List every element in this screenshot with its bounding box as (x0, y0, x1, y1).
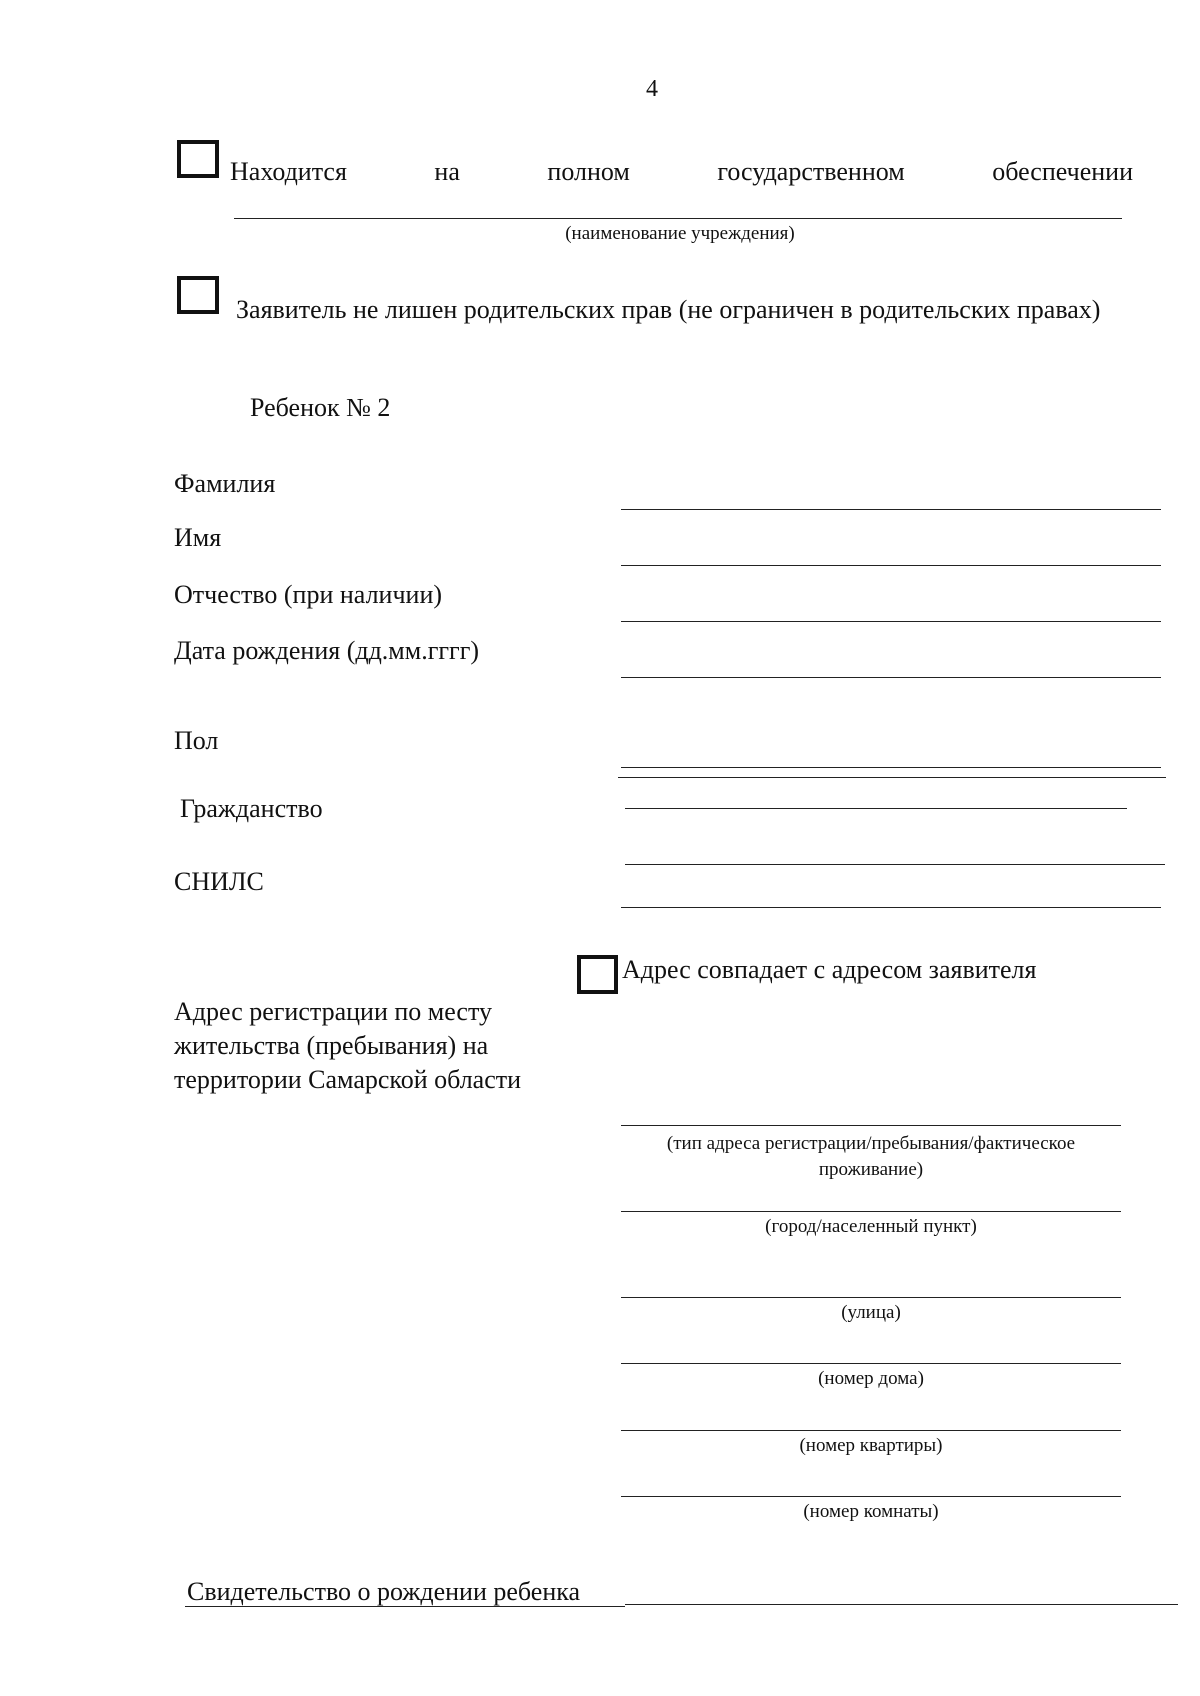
page-number: 4 (646, 76, 658, 102)
citizenship-label: Гражданство (180, 794, 323, 823)
registration-address-label (174, 995, 521, 1097)
name-field[interactable] (621, 565, 1161, 566)
state-support-word: государственном (717, 157, 905, 186)
address-type-caption-line: проживание) (818, 1159, 924, 1180)
city-field[interactable] (621, 1211, 1121, 1212)
snils-label: СНИЛС (174, 867, 264, 896)
registration-address-label-line: Адрес регистрации по месту (174, 997, 492, 1026)
registration-address-label-line: жительства (пребывания) на (174, 1031, 489, 1060)
patronymic-field[interactable] (621, 621, 1161, 622)
address-type-caption-line: (тип адреса регистрации/пребывания/фактическое (666, 1133, 1076, 1154)
birth-certificate-underline-left (185, 1606, 625, 1607)
snils-field[interactable] (621, 907, 1161, 908)
apartment-number-field[interactable] (621, 1430, 1121, 1431)
state-support-word: полном (547, 157, 630, 186)
address-type-field[interactable] (621, 1125, 1121, 1126)
child-heading: Ребенок № 2 (250, 393, 391, 422)
registration-address-label-line: территории Самарской области (174, 1065, 522, 1094)
divider (618, 777, 1166, 778)
citizenship-field-extra[interactable] (625, 864, 1165, 865)
same-address-label: Адрес совпадает с адресом заявителя (622, 955, 1037, 984)
same-address-checkbox[interactable] (577, 955, 618, 994)
institution-name-field[interactable] (234, 218, 1122, 219)
state-support-word: обеспечении (992, 157, 1133, 186)
city-caption: (город/населенный пункт) (765, 1216, 977, 1237)
street-caption: (улица) (841, 1302, 901, 1323)
sex-field[interactable] (621, 767, 1161, 768)
sex-label: Пол (174, 726, 219, 755)
state-support-checkbox[interactable] (177, 140, 219, 178)
street-field[interactable] (621, 1297, 1121, 1298)
parental-rights-checkbox[interactable] (177, 276, 219, 314)
patronymic-label: Отчество (при наличии) (174, 580, 443, 609)
institution-caption: (наименование учреждения) (565, 223, 795, 244)
state-support-word: на (434, 157, 460, 186)
state-support-statement (230, 157, 1133, 187)
surname-label: Фамилия (174, 469, 276, 498)
birth-certificate-label: Свидетельство о рождении ребенка (187, 1577, 581, 1606)
house-number-field[interactable] (621, 1363, 1121, 1364)
birth-certificate-field[interactable] (625, 1604, 1178, 1605)
house-number-caption: (номер дома) (818, 1368, 924, 1389)
address-type-caption (621, 1131, 1121, 1183)
surname-field[interactable] (621, 509, 1161, 510)
room-number-caption: (номер комнаты) (803, 1501, 939, 1522)
apartment-number-caption: (номер квартиры) (799, 1435, 943, 1456)
parental-rights-statement: Заявитель не лишен родительских прав (не ограничен в родительских правах) (236, 295, 1101, 324)
citizenship-field[interactable] (625, 808, 1127, 809)
birth-date-label: Дата рождения (дд.мм.гггг) (174, 636, 480, 665)
state-support-word: Находится (230, 157, 347, 186)
name-label: Имя (174, 523, 222, 552)
room-number-field[interactable] (621, 1496, 1121, 1497)
birth-date-field[interactable] (621, 677, 1161, 678)
